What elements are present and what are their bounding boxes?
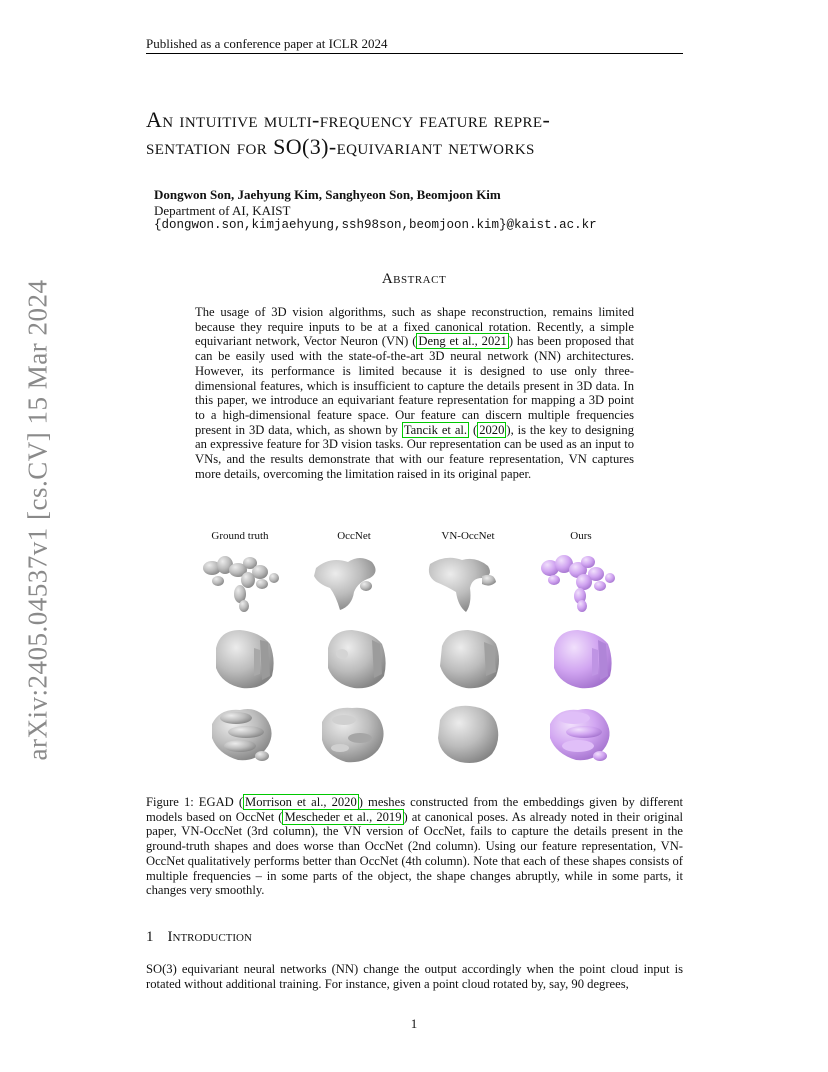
abstract-text-3: ), is the key to designing an expressive feature for 3D vision tasks. Our representation can be used as an input to VNs, and the results demonstrate that with our feature representation, VN captures more details, overcoming the limitation raised in its original paper. bbox=[195, 422, 634, 481]
citation-link[interactable]: Mescheder et al., 2019 bbox=[284, 809, 402, 824]
section-heading bbox=[146, 929, 252, 946]
column-label-ground-truth: Ground truth bbox=[211, 530, 269, 542]
title-so3: SO(3) bbox=[273, 134, 329, 159]
citation-link[interactable]: 2020 bbox=[479, 422, 505, 437]
authors: Dongwon Son, Jaehyung Kim, Sanghyeon Son, Beomjoon Kim bbox=[154, 187, 501, 202]
abstract-text-1: The usage of 3D vision algorithms, such as shape reconstruction, remains limited because they require inputs to be at a fixed canonical rotation. Recently, a simple equivariant network, Vector Neuron (VN) ( bbox=[195, 305, 634, 349]
arxiv-stamp bbox=[16, 279, 60, 761]
title-line-2c: -equivariant networks bbox=[328, 134, 535, 159]
mesh-ours-row1 bbox=[541, 555, 615, 612]
mesh-vn-occnet-row3 bbox=[438, 706, 498, 763]
citation-link[interactable]: Tancik et al. bbox=[403, 422, 468, 437]
header-rule bbox=[146, 53, 683, 54]
mesh-vn-occnet-row2 bbox=[440, 630, 499, 688]
abstract-body bbox=[195, 305, 634, 481]
citation-link[interactable]: Deng et al., 2021 bbox=[418, 334, 507, 349]
caption-text-3: ) at canonical poses. As already noted in their original paper, VN-OccNet (3rd column), the VN version of OccNet, fails to capture the details present in the ground-truth shapes and does worse than OccNet (2nd column). Using our feature representation, VN-OccNet qualitatively performs better than OccNet (4th column). Note that each of these shapes consists of multiple frequencies – in some parts of the object, the shape changes abruptly, while in some parts, it changes very smoothly. bbox=[146, 809, 683, 898]
intro-paragraph: SO(3) equivariant neural networks (NN) change the output accordingly when the point cloud input is rotated without additional training. For instance, given a point cloud rotated by, say, 90 degrees, bbox=[146, 962, 683, 991]
mesh-vn-occnet-row1 bbox=[429, 558, 496, 612]
column-label-occnet: OccNet bbox=[337, 530, 371, 542]
section-number: 1 bbox=[146, 929, 154, 945]
title-line-1: An intuitive multi-frequency feature repre- bbox=[146, 107, 551, 132]
mesh-occnet-row2 bbox=[328, 630, 386, 688]
paper-title bbox=[146, 106, 706, 160]
arxiv-id: arXiv:2405.04537v1 [cs.CV] 15 Mar 2024 bbox=[22, 279, 53, 761]
mesh-gt-row1 bbox=[203, 556, 279, 612]
caption-text-1: Figure 1: EGAD ( bbox=[146, 795, 244, 809]
caption-text-2: ) meshes constructed from the embeddings given by different models based on OccNet ( bbox=[146, 795, 683, 824]
mesh-ours-row2 bbox=[554, 630, 612, 688]
column-label-ours: Ours bbox=[570, 530, 592, 542]
citation-link[interactable]: Morrison et al., 2020 bbox=[245, 795, 357, 809]
section-title: Introduction bbox=[167, 929, 252, 945]
column-label-vn-occnet: VN-OccNet bbox=[441, 530, 495, 542]
affiliation: Department of AI, KAIST bbox=[154, 203, 291, 218]
title-line-2a: sentation for bbox=[146, 134, 274, 159]
abstract-text-2: ) has been proposed that can be easily used with the state-of-the-art 3D neural network (NN) architectures. However, its performance is limited because it is designed to use only three-dimensional features, which is insufficient to capture the details present in 3D data. In this paper, we introduce an equivariant feature representation for mapping a 3D point to a high-dimensional feature space. Our feature can discern multiple frequencies present in 3D data, which, as shown by bbox=[195, 334, 634, 437]
abstract-text-2b: ( bbox=[469, 422, 478, 437]
page-number: 1 bbox=[410, 1016, 418, 1031]
mesh-occnet-row1 bbox=[314, 558, 376, 610]
mesh-occnet-row3 bbox=[322, 708, 384, 763]
running-header: Published as a conference paper at ICLR 2024 bbox=[146, 36, 388, 51]
figure-1-meshes bbox=[190, 548, 640, 788]
mesh-gt-row2 bbox=[216, 630, 274, 688]
figure-caption bbox=[146, 795, 683, 898]
mesh-gt-row3 bbox=[212, 709, 272, 761]
abstract-heading: Abstract bbox=[381, 271, 447, 287]
emails: {dongwon.son,kimjaehyung,ssh98son,beomjoon.kim}@kaist.ac.kr bbox=[154, 218, 597, 232]
mesh-ours-row3 bbox=[550, 709, 610, 761]
